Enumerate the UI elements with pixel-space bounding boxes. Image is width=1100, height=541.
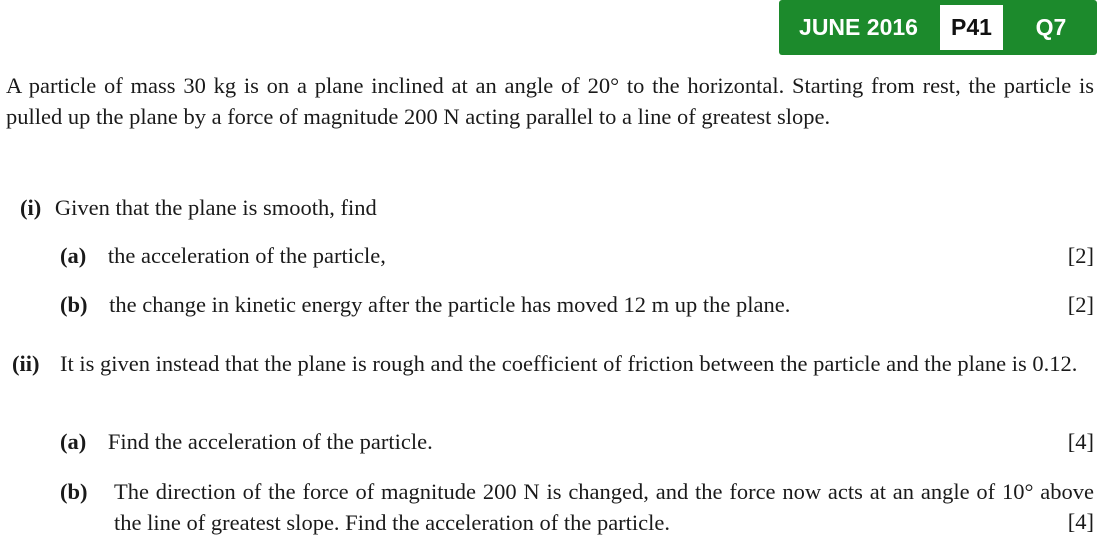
part-i-a-text: the acceleration of the particle, — [107, 243, 386, 268]
question-reference-badge — [779, 0, 1097, 55]
part-ii-b-text: The direction of the force of magnitude 200 N is changed, and the force now acts at an angle of 10° above the line of greatest slope. Find the acceleration of the particle. — [114, 479, 1094, 535]
part-ii-a-marks: [4] — [1067, 429, 1094, 454]
part-i-label: (i) — [20, 195, 42, 220]
part-i-text: Given that the plane is smooth, find — [54, 195, 377, 220]
part-i-b-marks: [2] — [1067, 292, 1094, 317]
paper-number-label: P41 — [940, 5, 1003, 50]
part-i — [20, 193, 377, 223]
exam-session-label: JUNE 2016 — [799, 14, 918, 40]
part-i-a — [60, 241, 386, 271]
part-ii-a-label: (a) — [60, 429, 87, 454]
part-ii-a-text: Find the acceleration of the particle. — [107, 429, 433, 454]
part-ii-a — [60, 427, 433, 457]
part-i-a-marks: [2] — [1067, 243, 1094, 268]
part-ii-label: (ii) — [12, 351, 40, 376]
part-i-a-label: (a) — [60, 243, 87, 268]
part-i-b — [60, 290, 790, 320]
question-stem: A particle of mass 30 kg is on a plane inclined at an angle of 20° to the horizontal. Starting from rest, the particle is pulled up the plane by a force of magnitude 200 N acting parallel to a line of greatest slope. — [6, 73, 1094, 129]
question-number-label: Q7 — [1035, 14, 1067, 40]
part-ii-text: It is given instead that the plane is rough and the coefficient of friction between the particle and the plane is 0.12. — [60, 351, 1078, 376]
part-i-b-label: (b) — [60, 292, 88, 317]
part-ii-b-label: (b) — [60, 479, 88, 504]
part-i-b-text: the change in kinetic energy after the particle has moved 12 m up the plane. — [109, 292, 791, 317]
part-ii-b-marks: [4] — [1067, 509, 1094, 534]
